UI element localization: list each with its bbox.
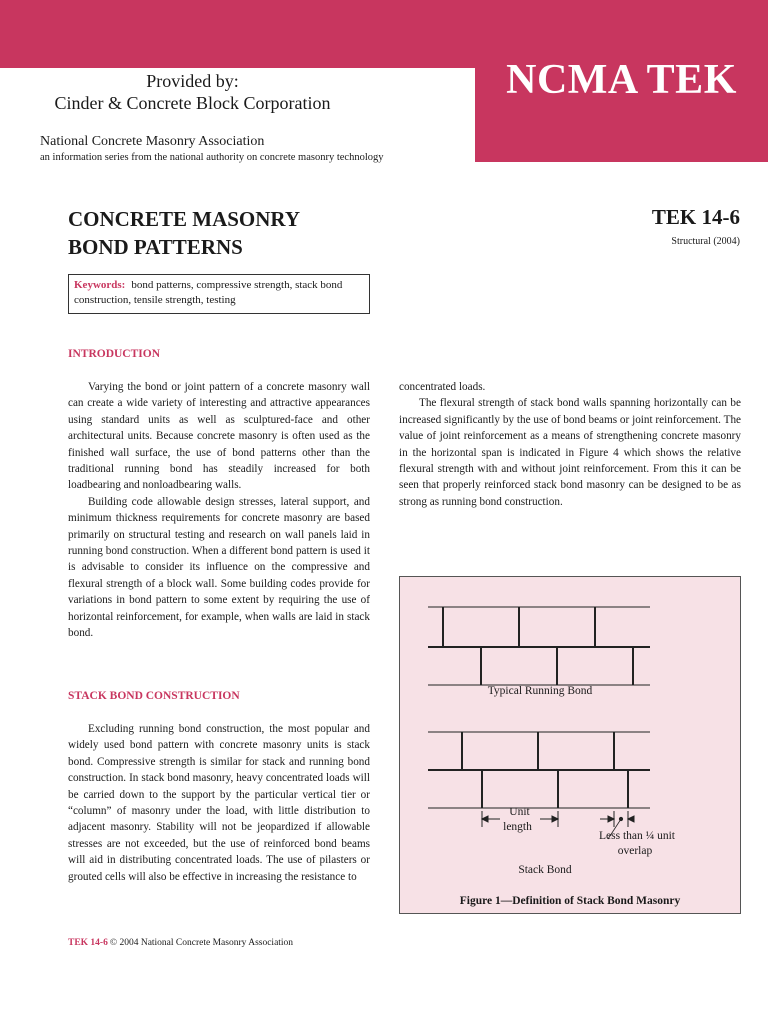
stack-paragraph-1: Excluding running bond construction, the most popular and widely used bond pattern with concrete masonry units is stack bond. Compressive strength is similar for stack and running bond construction. In stack bond masonry, heavy concentrated loads will be carried down to the support by the particular vertical tier or “column” of masonry under the load, with little distribution to adjacent masonry. Stability will not be jeopardized if allowable stresses are not exceeded, but the use of reinforced bond beams will aid in distributing concentrated loads. The use of pilasters or grouted cells will also be effective in increasing the resistance to xyxy=(68,723,370,883)
figure-1 xyxy=(399,576,741,914)
label-less-than: Less than ¼ unit xyxy=(598,830,676,842)
right-column-text xyxy=(399,379,741,510)
label-unit: Unit xyxy=(509,806,530,818)
label-stack-bond: Stack Bond xyxy=(518,864,572,876)
intro-text xyxy=(68,379,370,642)
flexural-paragraph: The flexural strength of stack bond walls spanning horizontally can be increased significantly by the use of bond beams or joint reinforcement. The value of joint reinforcement as a means of strengthening concrete masonry in the horizontal span is indicated in Figure 4 which shows the relative flexural strength with and without joint reinforcement. From this it can be seen that properly reinforced stack bond masonry can be designed to be as strong as running bond construction. xyxy=(399,397,741,508)
bond-pattern-diagram xyxy=(400,577,740,913)
keywords-box xyxy=(68,274,370,314)
footer-copyright: © 2004 National Concrete Masonry Association xyxy=(109,938,294,948)
provided-by xyxy=(0,70,385,114)
document-category: Structural (2004) xyxy=(671,236,740,247)
heading-stack-bond: STACK BOND CONSTRUCTION xyxy=(68,690,240,702)
provided-line-1: Provided by: xyxy=(146,71,239,91)
figure-caption: Figure 1—Definition of Stack Bond Masonry xyxy=(459,895,681,907)
title-line-1: CONCRETE MASONRY xyxy=(68,207,301,231)
provided-line-2: Cinder & Concrete Block Corporation xyxy=(54,93,331,113)
heading-introduction: INTRODUCTION xyxy=(68,348,161,360)
label-overlap: overlap xyxy=(617,845,653,857)
continued-text: concentrated loads. xyxy=(399,381,486,393)
org-tagline: an information series from the national authority on concrete masonry technology xyxy=(40,152,384,163)
keywords-label: Keywords: xyxy=(74,279,126,291)
label-running-bond: Typical Running Bond xyxy=(487,685,593,697)
stack-bond-text xyxy=(68,721,370,885)
intro-paragraph-1: Varying the bond or joint pattern of a concrete masonry wall can create a wide variety of interesting and attractive appearances using standard units as well as sculptured-face and other architectural units. Because concrete masonry is often used as the finished wall surface, the use of bond patterns other than the traditional running bond has steadily increased for both loadbearing and nonloadbearing walls. xyxy=(68,381,370,492)
document-id: TEK 14-6 xyxy=(651,205,740,229)
org-name: National Concrete Masonry Association xyxy=(40,134,265,149)
keywords-text: bond patterns, compressive strength, stack bond construction, tensile strength, testing xyxy=(74,279,343,306)
title-line-2: BOND PATTERNS xyxy=(68,235,243,259)
brand-title: NCMA TEK xyxy=(506,57,737,103)
footer xyxy=(68,938,293,948)
intro-paragraph-2: Building code allowable design stresses, lateral support, and minimum thickness requirements for concrete masonry are based primarily on structural testing and research on wall panels laid in running bond construction. When a different bond pattern is used it is advisable to consider its influence on the compressive and flexural strength of a block wall. Some building codes provide for variations in bond pattern to some extent by requiring the use of horizontal reinforcement, for example, when walls are laid in stack bond. xyxy=(68,495,370,640)
footer-ref: TEK 14-6 xyxy=(68,938,108,948)
document-title xyxy=(68,205,300,261)
label-length: length xyxy=(503,821,532,833)
